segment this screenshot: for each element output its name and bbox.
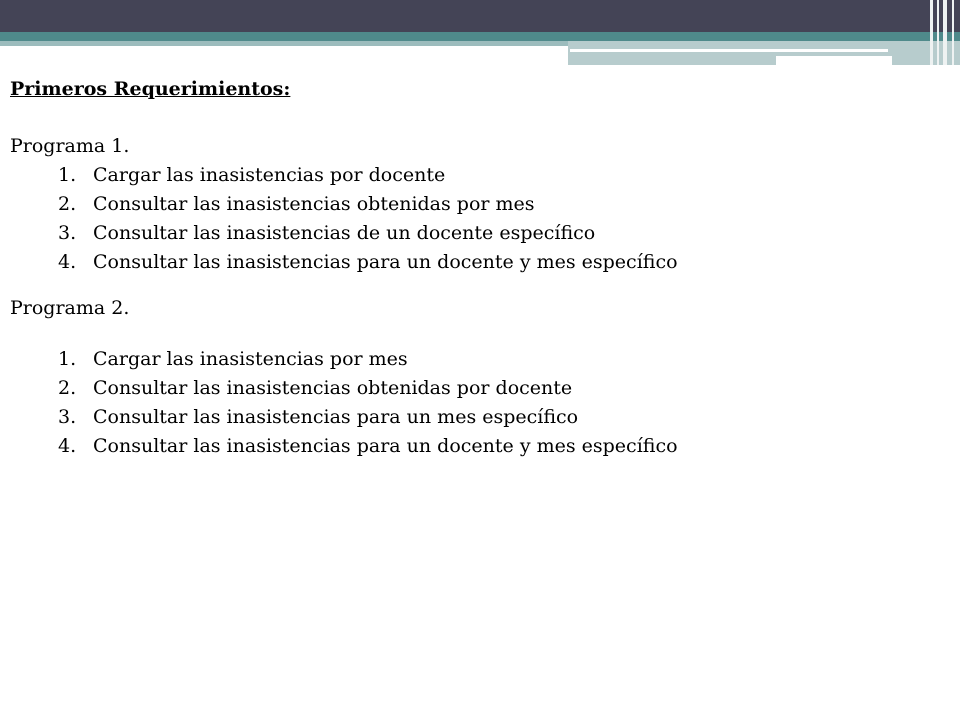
list-item-text: Consultar las inasistencias obtenidas por mes xyxy=(93,193,535,215)
list-item-number: 3. xyxy=(58,222,77,244)
list-item-number: 3. xyxy=(58,406,77,428)
slide-heading: Primeros Requerimientos: xyxy=(10,78,291,100)
list-item xyxy=(10,432,940,461)
list-item-number: 4. xyxy=(58,251,77,273)
accent-band-right xyxy=(568,41,960,65)
accent-line xyxy=(570,49,888,52)
list-item-text: Cargar las inasistencias por docente xyxy=(93,164,446,186)
list-item-number: 1. xyxy=(58,348,77,370)
program-1-list xyxy=(10,161,940,277)
accent-band-light xyxy=(0,41,568,46)
header-bar xyxy=(0,0,960,32)
program-1-title: Programa 1. xyxy=(10,135,130,157)
list-item xyxy=(10,374,940,403)
list-item xyxy=(10,161,940,190)
list-item-text: Consultar las inasistencias para un docente y mes específico xyxy=(93,251,678,273)
list-item-text: Consultar las inasistencias para un docente y mes específico xyxy=(93,435,678,457)
decorative-edge-lines xyxy=(926,0,960,65)
list-item xyxy=(10,248,940,277)
accent-band xyxy=(0,32,960,41)
list-item-number: 2. xyxy=(58,377,77,399)
list-item-number: 2. xyxy=(58,193,77,215)
list-item-text: Consultar las inasistencias de un docente específico xyxy=(93,222,596,244)
list-item-text: Consultar las inasistencias para un mes específico xyxy=(93,406,579,428)
list-item-number: 1. xyxy=(58,164,77,186)
list-item xyxy=(10,219,940,248)
list-item-text: Cargar las inasistencias por mes xyxy=(93,348,408,370)
list-item xyxy=(10,190,940,219)
list-item xyxy=(10,345,940,374)
list-item-number: 4. xyxy=(58,435,77,457)
accent-line-2 xyxy=(776,56,892,65)
program-2-list xyxy=(10,345,940,461)
slide-body xyxy=(10,74,940,461)
program-2-title: Programa 2. xyxy=(10,297,130,319)
list-item xyxy=(10,403,940,432)
list-item-text: Consultar las inasistencias obtenidas por docente xyxy=(93,377,573,399)
